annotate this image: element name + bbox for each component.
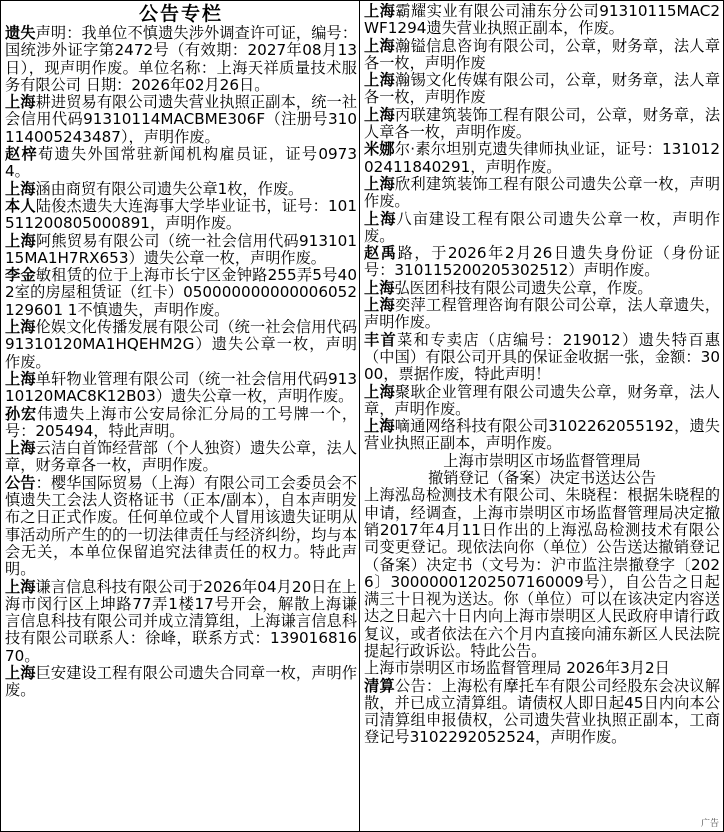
notice-lead: 米娜 xyxy=(364,140,395,159)
notice-text: 路，于2026年2月26日遗失身份证（身份证号：310115200205302512）声明作废。 xyxy=(364,244,720,280)
ad-label: 广告 xyxy=(700,819,719,829)
notice-lead: 上海 xyxy=(364,174,395,193)
notice-lead: 上海 xyxy=(364,296,395,315)
notice-item xyxy=(364,3,720,38)
notice-lead: 公告 xyxy=(5,473,36,492)
notice-lead: 上海 xyxy=(5,663,36,682)
revocation-heading-2: 撤销登记（备案）决定书送达公告 xyxy=(428,469,656,488)
notice-text: 荀遗失外国常驻新闻机构雇员证，证号09734。 xyxy=(5,145,357,181)
notice-lead: 上海 xyxy=(5,318,36,337)
notice-item xyxy=(5,406,357,441)
notice-text: 欣利建筑装饰工程有限公司遗失公章一枚，声明作废。 xyxy=(364,174,720,211)
notice-item xyxy=(5,475,357,579)
notice-item xyxy=(364,332,720,384)
notice-text: 耕进贸易有限公司遗失营业执照正副本，统一社会信用代码91310114MACBME306F（注册号310114005243487），声明作废。 xyxy=(5,93,357,146)
notice-lead: 清算 xyxy=(364,676,395,695)
notice-text: 单轩物业管理有限公司（统一社会信用代码91310120MAC8K12B03）遗失公章一枚，声明作废。 xyxy=(5,369,357,406)
notice-text: 阿熊贸易有限公司（统一社会信用代码91310115MA1H7RX653）遗失公章一枚，声明作废。 xyxy=(5,231,357,267)
notice-item xyxy=(364,141,720,176)
notice-lead: 上海 xyxy=(364,417,395,436)
notice-lead: 遗失 xyxy=(5,24,36,42)
notice-item xyxy=(364,38,720,73)
notice-item xyxy=(364,176,720,211)
notice-item xyxy=(364,280,720,297)
notice-text: 弘医团科技有限公司遗失公章，作废。 xyxy=(394,278,653,297)
notice-lead: 赵梓 xyxy=(5,145,38,164)
notice-item xyxy=(5,25,357,94)
notice-lead: 本人 xyxy=(5,196,36,215)
notice-lead: 上海 xyxy=(364,3,396,20)
notice-lead: 李金 xyxy=(5,266,36,285)
notice-item xyxy=(364,297,720,332)
left-column xyxy=(5,3,357,829)
notice-text: 公告：上海松有摩托车有限公司经股东会决议解散，并已成立清算组。请债权人即日起45日内向本公司清算组申报债权，公司遗失营业执照正副本，工商登记号3102292052524，声明作废。 xyxy=(364,676,720,747)
notice-text: 陆俊杰遗失大连海事大学毕业证书，证号：101511200805000891，声明作废。 xyxy=(5,196,357,233)
notice-item xyxy=(5,440,357,475)
notice-text: 霸耀实业有限公司浦东分公司91310115MAC2WF1294遗失营业执照正副本，作废。 xyxy=(364,3,720,38)
notice-item xyxy=(364,211,720,246)
notice-text: 嘀通网络科技有限公司3102262055192，遗失营业执照正副本，声明作废。 xyxy=(364,417,720,453)
notice-lead: 赵禹 xyxy=(364,244,398,263)
notice-item xyxy=(364,418,720,453)
notice-lead: 上海 xyxy=(364,209,397,228)
notice-item xyxy=(5,267,357,319)
notice-item xyxy=(5,579,357,665)
notice-text: 伟遗失上海市公安局徐汇分局的工号牌一个，号：205494，特此声明。 xyxy=(5,404,357,440)
notice-item xyxy=(5,319,357,371)
notice-text: ：樱华国际贸易（上海）有限公司工会委员会不慎遗失工会法人资格证书（正本/副本），自本声明发布之日正式作废。任何单位或个人冒用该遗失证明从事活动所产生的的一切法律责任与经济纠纷，均与本会无关，本单位保留追究法律责任的权力。特此声明。 xyxy=(5,473,357,579)
notice-text: 菜和专卖店（店编号：219012）遗失特百惠（中国）有限公司开具的保证金收据一张，金额：3000，票据作废，特此声明！ xyxy=(364,330,720,384)
notice-lead: 上海 xyxy=(5,93,36,112)
notice-lead: 上海 xyxy=(5,179,36,198)
notice-text: 瀚镒信息咨询有限公司，公章，财务章，法人章各一枚，声明作废 xyxy=(364,36,720,72)
notice-item xyxy=(5,198,357,233)
notice-lead: 上海 xyxy=(5,439,36,458)
notice-lead: 上海 xyxy=(5,369,36,388)
notice-lead: 上海 xyxy=(364,278,395,297)
notice-text: 聚耿企业管理有限公司遗失公章，财务章，法人章，声明作废。 xyxy=(364,382,720,418)
notice-item xyxy=(5,146,357,181)
notice-lead: 孙宏 xyxy=(5,404,38,423)
notice-lead: 上海 xyxy=(364,71,395,90)
revocation-signature: 上海市崇明区市场监督管理局 2026年3月2日 xyxy=(364,659,670,678)
revocation-heading-1: 上海市崇明区市场监督管理局 xyxy=(443,451,641,470)
notice-text: 谦言信息科技有限公司于2026年04月20日在上海市闵行区上坤路77弄1楼17号开会，解散上海谦言信息科技有限公司并成立清算组，上海谦言信息科技有限公司联系人：徐峰，联系方式：13901681670。 xyxy=(5,577,357,665)
notice-lead: 上海 xyxy=(364,105,395,124)
revocation-body: 上海泓岛检测技术有限公司、朱晓程：根据朱晓程的申请，经调查，上海市崇明区市场监督管理局决定撤销2017年4月11日作出的上海泓岛检测技术有限公司变更登记。现依法向你（单位）公告送达撤销登记（备案）决定书（文号为：沪市监注崇撤登字〔2026〕30000001202507160009号），自公告之日起满三十日视为送达。你（单位）可以在该决定内容送达之日起六十日内向上海市崇明区人民政府申请行政复议，或者依法在六个月内直接向浦东新区人民法院提起行政诉讼。特此公告。 xyxy=(364,486,720,660)
column-divider xyxy=(359,1,360,831)
notice-item xyxy=(364,384,720,419)
notice-text: 尔·素尔坦别克遗失律师执业证，证号：13101202411840291，声明作废。 xyxy=(364,140,720,176)
notice-text: 伦娱文化传播发展有限公司（统一社会信用代码91310120MA1HQEHM2G）遗失公章一枚，声明作废。 xyxy=(5,318,357,371)
notice-lead: 丰首 xyxy=(364,330,398,349)
right-column xyxy=(364,3,720,829)
notice-item xyxy=(5,94,357,146)
notice-lead: 上海 xyxy=(364,36,395,55)
notice-text: 云洁白首饰经营部（个人独资）遗失公章，法人章，财务章各一枚，声明作废。 xyxy=(5,439,357,475)
notice-item xyxy=(5,233,357,268)
notice-text: 丙联建筑装饰工程有限公司，公章，财务章，法人章各一枚，声明作废。 xyxy=(364,105,720,142)
notice-text: 瀚锡文化传媒有限公司，公章，财务章，法人章各一枚，声明作废 xyxy=(364,71,720,107)
notice-lead: 上海 xyxy=(5,231,36,250)
notice-item xyxy=(364,72,720,107)
notice-text: 声明：我单位不慎遗失涉外调查许可证，编号：国统涉外证字第2472号（有效期：2027年08月13日），现声明作废。单位名称：上海天祥质量技术服务有限公司 日期：2026年02月26日。 xyxy=(5,24,357,94)
notice-lead: 上海 xyxy=(5,577,36,596)
notice-text: 奕萍工程管理咨询有限公司公章，法人章遗失，声明作废。 xyxy=(364,296,720,332)
left-notice-list xyxy=(5,25,357,700)
notice-text: 敏租赁的位于上海市长宁区金钟路255弄5号402室的房屋租赁证（红卡）050000000000006052129601 1不慎遗失，声明作废。 xyxy=(5,266,357,319)
notice-item xyxy=(364,107,720,142)
liquidation-notice xyxy=(364,678,720,747)
page-title: 公告专栏 xyxy=(138,3,223,25)
notice-text: 巨安建设工程有限公司遗失合同章一枚，声明作废。 xyxy=(5,663,357,700)
notice-text: 八亩建设工程有限公司遗失公章一枚，声明作废。 xyxy=(364,209,720,245)
notice-item xyxy=(5,181,357,198)
notice-item xyxy=(5,665,357,700)
notice-text: 涵由商贸有限公司遗失公章1枚，作废。 xyxy=(35,179,304,198)
notice-lead: 上海 xyxy=(364,382,395,401)
notice-item xyxy=(364,245,720,280)
right-notice-list xyxy=(364,3,720,453)
notice-item xyxy=(5,371,357,406)
